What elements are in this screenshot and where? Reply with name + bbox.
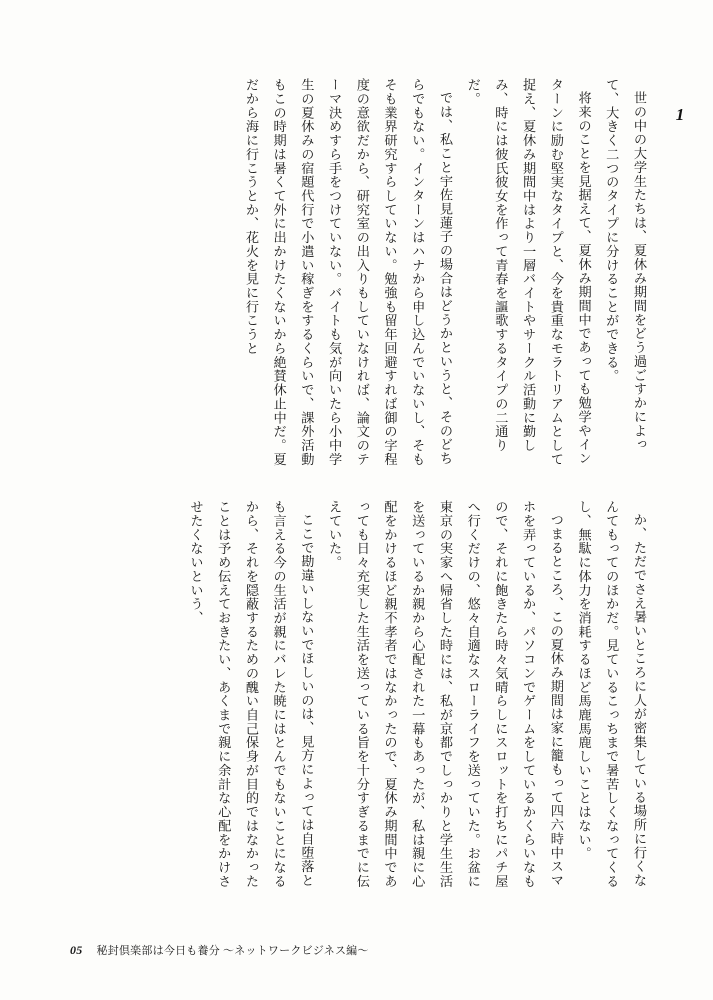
paragraph: か、ただでさえ暑いところに人が密集している場所に行くなんてもってのほかだ。見ているこっちまで暑苦しくなってくるし、無駄に体力を消耗するほど馬鹿馬鹿しいことはない。: [576, 500, 647, 889]
paragraph: 将来のことを見据えて、夏休み期間中であっても勉学やインターンに励む堅実なタイプと、今を貴重なモラトリアムとして捉え、夏休み期間中はより一層バイトやサークル活動に勤しみ、時には彼氏彼女を作って青春を謳歌するタイプの二通りだ。: [465, 78, 592, 467]
page-number: 05: [70, 943, 83, 957]
paragraph: ここで勘違いしないでほしいのは、見方によっては自堕落とも言える今の生活が親にバレた暁にはとんでもないことになるから、それを隠蔽するための醜い自己保身が目的ではなかったことは予め伝えておきたい、あくまで親に余計な心配をかけさせたくないという、: [188, 500, 315, 889]
text-block-lower: [93, 500, 653, 900]
chapter-number-block: [669, 105, 691, 125]
page-footer: [70, 942, 369, 958]
chapter-number: 1: [675, 105, 685, 124]
running-title: 秘封倶楽部は今日も養分 ～ネットワークビジネス編～: [96, 945, 369, 957]
paragraph: では、私こと宇佐見蓮子の場合はどうかというと、そのどちらでもない。インターンはハナから申し込んでいないし、そもそも業界研究すらしていない。勉強も留年回避すれば御の字程度の意欲だから、研究室の出入りもしていなければ、論文のテーマ決めすら手をつけていない。バイトも気が向いたら小中学生の夏休みの宿題代行で小遣い稼ぎをするくらいで、課外活動もこの時期は暑くて外に出かけたくないから絶賛休止中だ。夏だから海に行こうとか、花火を見に行こうと: [243, 78, 453, 467]
paragraph: 世の中の大学生たちは、夏休み期間をどう過ごすかによって、大きく二つのタイプに分けることができる。: [604, 78, 647, 452]
paragraph: つまるところ、この夏休み期間は家に籠もって四六時中スマホを弄っているか、パソコンでゲームをしているかくらいなもので、それに飽きたら時々気晴らしにスロットを打ちにパチ屋へ行くだけの、悠々自適なスローライフを送っていた。お盆に東京の実家へ帰省した時には、私が京都でしっかりと学生生活を送っているか親から心配された一幕もあったが、私は親に心配をかけるほど親不孝者ではなかったので、夏休み期間中であっても日々充実した生活を送っている旨を十分すぎるまでに伝えていた。: [327, 500, 564, 889]
text-block-upper: [93, 78, 653, 478]
